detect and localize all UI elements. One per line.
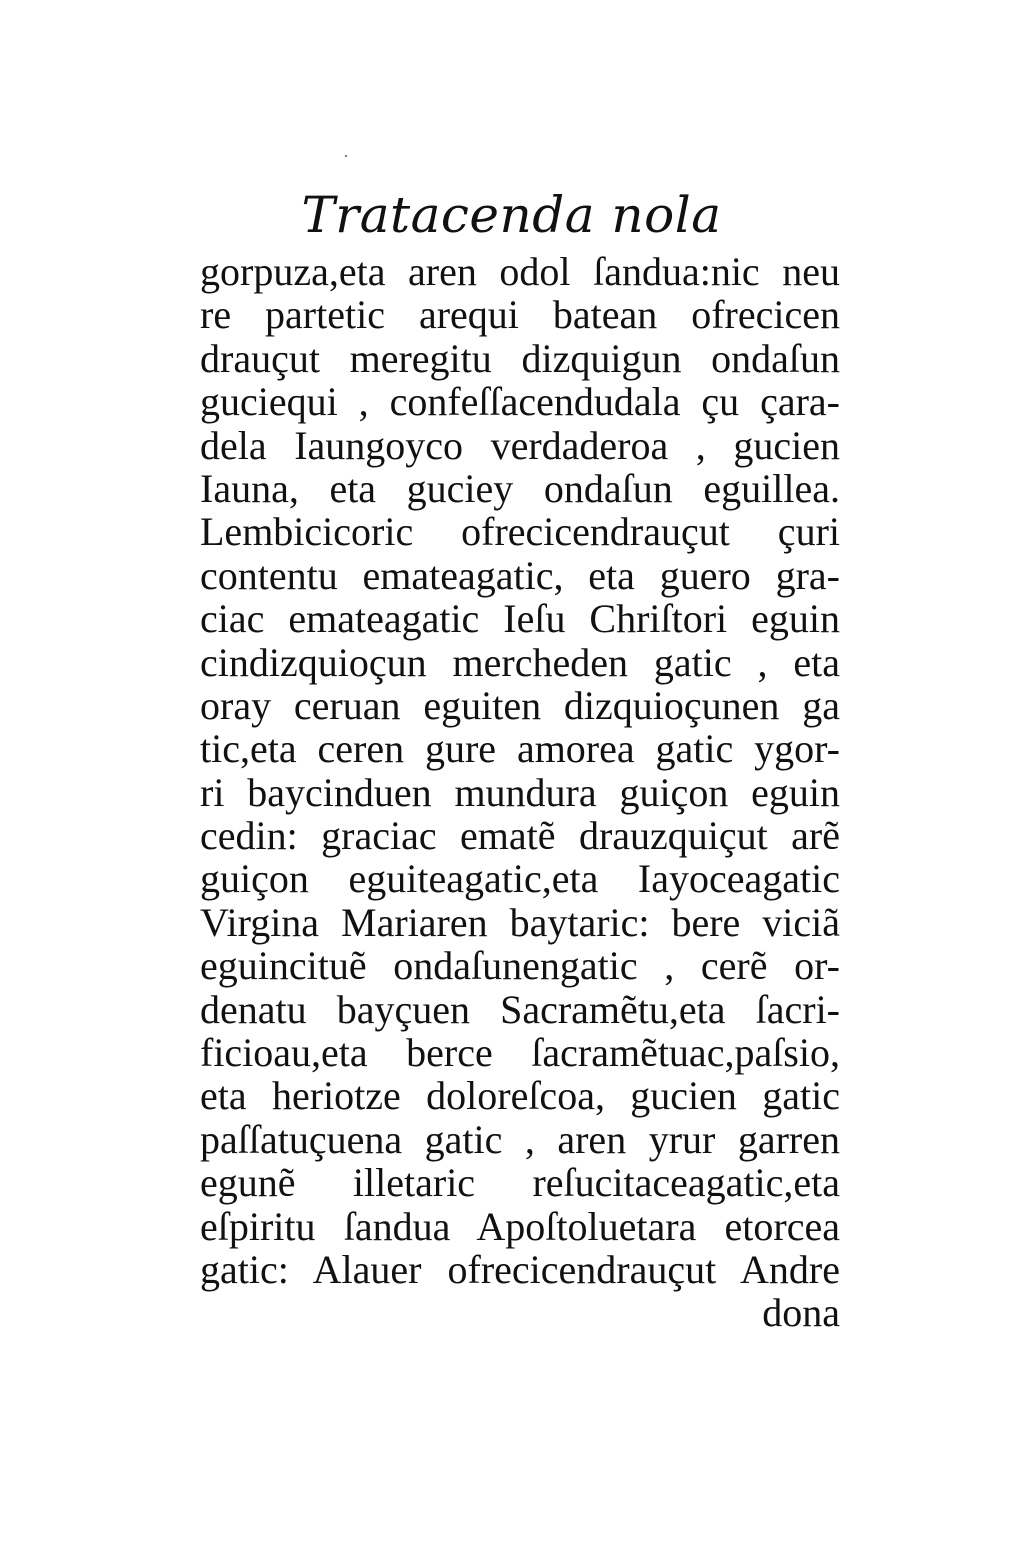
running-header: Tratacenda nola	[301, 186, 722, 244]
text-line: guciequi , confeſſacendudala çu çara-	[200, 379, 840, 425]
text-line: denatu bayçuen Sacramẽtu,eta ſacri-	[200, 986, 840, 1032]
ink-speck	[345, 155, 347, 157]
catchword: dona	[762, 1290, 840, 1336]
text-line: Lembicicoric ofrecicendrauçut çuri	[200, 509, 840, 555]
text-line: oray ceruan eguiten dizquioçunen ga	[200, 682, 840, 728]
text-line: egunẽ illetaric reſucitaceagatic,eta	[200, 1160, 840, 1206]
text-line: ciac emateagatic Ieſu Chriſtori eguin	[200, 596, 840, 642]
text-line: Iauna, eta guciey ondaſun eguillea.	[200, 465, 840, 511]
text-block	[200, 250, 840, 1335]
text-line: eta heriotze doloreſcoa, gucien gatic	[200, 1073, 840, 1119]
text-line: dela Iaungoyco verdaderoa , gucien	[200, 422, 840, 468]
text-line: cedin: graciac ematẽ drauzquiçut arẽ	[200, 813, 840, 859]
text-line: paſſatuçuena gatic , aren yrur garren	[200, 1116, 840, 1162]
text-line: cindizquioçun mercheden gatic , eta	[200, 639, 840, 685]
text-line: ri baycinduen mundura guiçon eguin	[200, 769, 840, 815]
text-line: tic,eta ceren gure amorea gatic ygor-	[200, 726, 840, 772]
text-line: gorpuza,eta aren odol ſandua:nic neu	[200, 249, 840, 294]
text-line: Virgina Mariaren baytaric: bere viciã	[200, 899, 840, 945]
text-line: eguincituẽ ondaſunengatic , cerẽ or-	[200, 943, 840, 989]
text-line: eſpiritu ſandua Apoſtoluetara etorcea	[200, 1203, 840, 1249]
text-line: contentu emateagatic, eta guero gra-	[200, 552, 840, 598]
text-line: re partetic arequi batean ofrecicen	[200, 292, 840, 338]
text-line: guiçon eguiteagatic,eta Iayoceagatic	[200, 856, 840, 902]
text-line: ficioau,eta berce ſacramẽtuac,paſsio,	[200, 1030, 840, 1076]
text-line: drauçut meregitu dizquigun ondaſun	[200, 335, 840, 381]
text-line: gatic: Alauer ofrecicendrauçut Andre	[200, 1246, 840, 1292]
